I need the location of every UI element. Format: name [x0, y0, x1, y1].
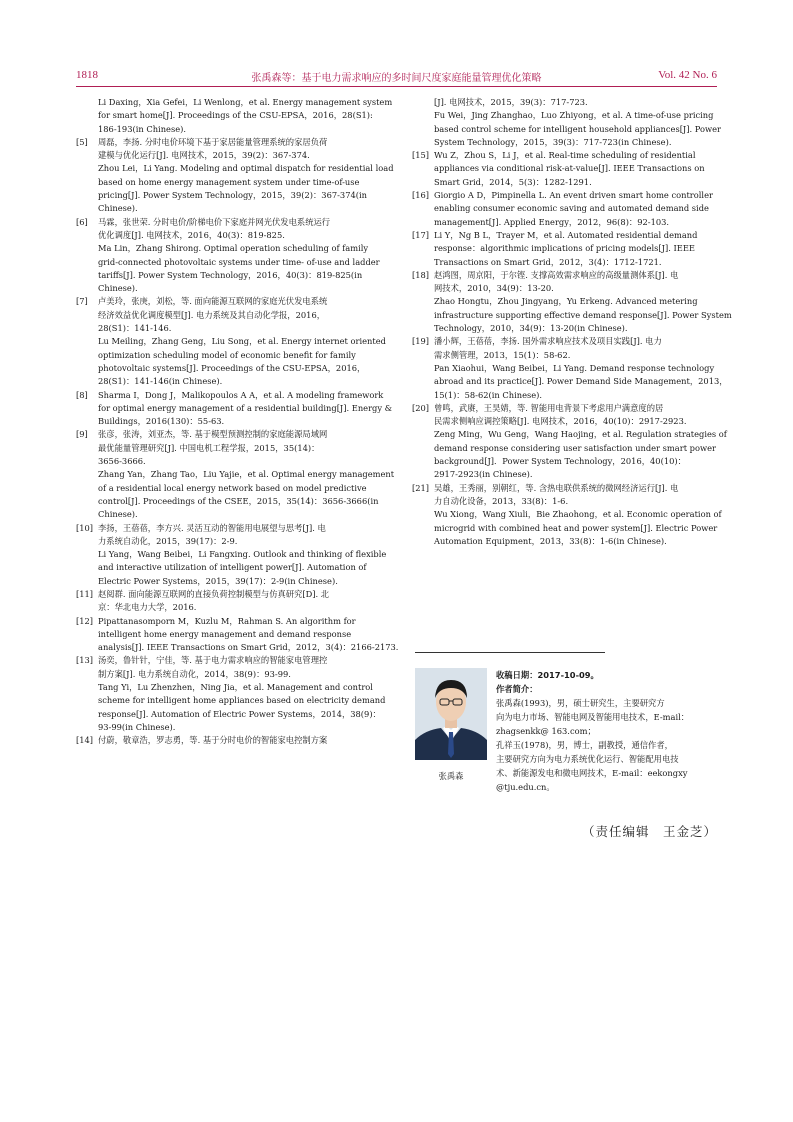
- reference-text: 赵鸿图，周京阳，于尔铿. 支撑高效需求响应的高级量测体系[J]. 电: [434, 269, 679, 280]
- reference-text: 93-99(in Chinese).: [98, 721, 176, 732]
- reference-entry: [76, 734, 387, 747]
- reference-number: [13]: [76, 655, 94, 666]
- reference-line: [412, 482, 718, 495]
- reference-text: 最优能量管理研究[J]. 中国电机工程学报，2015，35(14)：: [98, 442, 320, 453]
- reference-text: Wu Xiong，Wang Xiuli，Bie Zhaohong，et al. Economic operation of: [434, 509, 722, 520]
- reference-line: [76, 402, 393, 415]
- reference-text: 需求侧管理，2013，15(1)：58-62.: [434, 349, 571, 360]
- reference-number: [412, 123, 434, 136]
- reference-line: [412, 256, 718, 269]
- reference-text: 潘小辉，王蓓蓓，李扬. 国外需求响应技术及项目实践[J]. 电力: [434, 336, 662, 347]
- reference-entry: [76, 216, 387, 296]
- reference-line: [412, 442, 718, 455]
- reference-number: [21]: [412, 482, 430, 493]
- reference-entry: [412, 149, 718, 189]
- reference-line: [76, 482, 387, 495]
- reference-line: [76, 668, 387, 681]
- reference-line: [76, 322, 387, 335]
- reference-number: [76, 495, 98, 508]
- author-bio: [496, 668, 718, 794]
- reference-text: appliances via conditional risk-at-value[J]. IEEE Transactions on: [434, 163, 705, 174]
- reference-number: [76, 149, 98, 162]
- reference-number: [76, 322, 98, 335]
- reference-line: [76, 242, 387, 255]
- reference-number: [12]: [76, 615, 94, 626]
- reference-number: [412, 109, 434, 122]
- reference-line: [76, 601, 387, 614]
- reference-text: Automation Equipment，2013，33(8)：1-6(in Chinese).: [434, 535, 667, 546]
- reference-number: [9]: [76, 429, 88, 440]
- author-bio-lines: [496, 696, 718, 794]
- page-number: 1818: [76, 69, 98, 81]
- reference-entry: [412, 269, 732, 335]
- reference-number: [412, 202, 434, 215]
- reference-number: [76, 282, 98, 295]
- reference-line: [76, 442, 387, 455]
- reference-number: [412, 442, 434, 455]
- reference-number: [76, 269, 98, 282]
- reference-line: [412, 269, 718, 282]
- reference-text: 优化调度[J]. 电网技术，2016，40(3)：819-825.: [98, 229, 285, 240]
- reference-line: [412, 189, 718, 202]
- reference-text: 2917-2923(in Chinese).: [434, 469, 533, 480]
- reference-text: Pipattanasomporn M，Kuzlu M，Rahman S. An algorithm for: [98, 615, 356, 626]
- reference-text: Zeng Ming，Wu Geng，Wang Haojing，et al. Regulation strategies of: [434, 429, 727, 440]
- reference-text: Chinese).: [98, 283, 138, 294]
- page-header: [76, 66, 717, 87]
- reference-number: [412, 242, 434, 255]
- reference-text: enabling consumer economic saving and automated demand side: [434, 203, 709, 214]
- reference-line: [76, 428, 387, 441]
- reference-line: [412, 402, 718, 415]
- reference-line: [412, 362, 718, 375]
- reference-line: [412, 216, 718, 229]
- reference-text: Li Y，Ng B L，Trayer M，et al. Automated residential demand: [434, 229, 698, 240]
- reference-text: 28(S1)：141-146(in Chinese).: [98, 376, 223, 387]
- reference-number: [76, 721, 98, 734]
- reference-line: [76, 389, 387, 402]
- reference-text: 力自动化设备，2013，33(8)：1-6.: [434, 495, 569, 506]
- reference-number: [11]: [76, 588, 94, 599]
- reference-number: [76, 694, 98, 707]
- reference-line: [76, 415, 387, 428]
- reference-entry: [412, 482, 722, 548]
- right-reference-column: [412, 96, 732, 548]
- reference-line: [76, 189, 387, 202]
- reference-number: [412, 349, 434, 362]
- author-photo: [415, 668, 487, 760]
- reference-number: [19]: [412, 336, 430, 347]
- reference-number: [76, 415, 98, 428]
- reference-line: [76, 375, 387, 388]
- reference-number: [76, 535, 98, 548]
- reference-number: [76, 256, 98, 269]
- reference-text: Electric Power Systems，2015，39(17)：2-9(in Chinese).: [98, 575, 338, 586]
- reference-text: 经济效益优化调度模型[J]. 电力系统及其自动化学报，2016，: [98, 309, 326, 320]
- reference-line: [412, 535, 718, 548]
- reference-text: Ma Lin，Zhang Shirong. Optimal operation scheduling of family: [98, 243, 369, 254]
- reference-text: for optimal energy management of a residential building[J]. Energy &: [98, 402, 393, 413]
- reference-number: [76, 309, 98, 322]
- reference-line: [412, 149, 718, 162]
- reference-line: [412, 508, 722, 521]
- reference-number: [8]: [76, 389, 88, 400]
- reference-number: [76, 109, 98, 122]
- responsible-editor: （责任编辑 王金芝）: [581, 824, 717, 839]
- reference-line: [412, 335, 718, 348]
- reference-number: [76, 402, 98, 415]
- reference-text: 马霖，张世荣. 分时电价/阶梯电价下家庭并网光伏发电系统运行: [98, 216, 331, 227]
- reference-line: [412, 375, 728, 388]
- reference-line: [76, 176, 387, 189]
- bio-line: 张禹森(1993)，男，硕士研究生，主要研究方: [496, 698, 665, 708]
- reference-text: 28(S1)：141-146.: [98, 323, 172, 334]
- reference-text: Sharma I，Dong J，Malikopoulos A A，et al. A modeling framework: [98, 389, 384, 400]
- reference-text: [J]. 电网技术，2015，39(3)：717-723.: [434, 97, 588, 107]
- reference-line: [412, 428, 727, 441]
- reference-number: [412, 96, 434, 109]
- reference-number: [76, 229, 98, 242]
- reference-entry: [412, 189, 718, 229]
- reference-line: [76, 535, 387, 548]
- reference-text: Chinese).: [98, 203, 138, 214]
- reference-text: Zhang Yan，Zhang Tao，Liu Yajie，et al. Optimal energy management: [98, 469, 395, 480]
- reference-text: 民需求侧响应调控策略[J]. 电网技术，2016，40(10)：2917-2923.: [434, 416, 687, 427]
- reference-line: [76, 495, 387, 508]
- reference-line: [76, 522, 387, 535]
- reference-text: 186-193(in Chinese).: [98, 123, 186, 134]
- reference-number: [76, 641, 98, 654]
- reference-number: [412, 216, 434, 229]
- reference-line: [76, 641, 399, 654]
- reference-number: [76, 628, 98, 641]
- reference-number: [412, 535, 434, 548]
- reference-line: [76, 309, 387, 322]
- reference-line: [412, 349, 718, 362]
- reference-text: 李扬，王蓓蓓，李方兴. 灵活互动的智能用电展望与思考[J]. 电: [98, 522, 326, 533]
- reference-text: 付蔚，敬章浩，罗志勇，等. 基于分时电价的智能家电控制方案: [98, 735, 328, 746]
- reference-text: based on home energy management system under time-of-use: [98, 176, 360, 187]
- reference-number: [76, 123, 98, 136]
- left-reference-column: [76, 96, 399, 748]
- reference-text: 建模与优化运行[J]. 电网技术，2015，39(2)：367-374.: [98, 150, 310, 161]
- reference-text: Tang Yi，Lu Zhenzhen，Ning Jia，et al. Management and control: [98, 682, 373, 693]
- reference-line: [76, 96, 393, 109]
- reference-number: [18]: [412, 269, 430, 280]
- reference-number: [412, 309, 434, 322]
- reference-number: [76, 668, 98, 681]
- reference-text: Giorgio A D，Pimpinella L. An event driven smart home controller: [434, 190, 713, 201]
- reference-text: Chinese).: [98, 509, 138, 520]
- reference-number: [76, 335, 98, 348]
- bio-line: 术、新能源发电和微电网技术，E-mail：eekongxy: [496, 768, 688, 778]
- reference-entry: [76, 654, 387, 734]
- reference-number: [412, 136, 434, 149]
- reference-number: [7]: [76, 296, 88, 307]
- reference-line: [76, 548, 387, 561]
- reference-text: 网技术，2010，34(9)：13-20.: [434, 283, 554, 294]
- received-date: 收稿日期：2017-10-09。: [496, 670, 599, 680]
- reference-entry: [76, 295, 387, 388]
- reference-text: scheme for intelligent home appliances based on electricity demand: [98, 695, 386, 706]
- reference-line: [76, 256, 387, 269]
- reference-text: background[J]．Power System Technology，2016，40(10)：: [434, 456, 686, 467]
- reference-number: [76, 468, 98, 481]
- reference-text: optimization scheduling model of economic benefit for family: [98, 349, 356, 360]
- reference-line: [76, 575, 387, 588]
- reference-number: [412, 162, 434, 175]
- reference-number: [76, 575, 98, 588]
- reference-line: [76, 295, 387, 308]
- reference-number: [412, 322, 434, 335]
- reference-entry: [412, 96, 721, 149]
- reference-line: [76, 136, 387, 149]
- reference-number: [412, 375, 434, 388]
- reference-number: [16]: [412, 190, 430, 201]
- reference-line: [412, 136, 718, 149]
- reference-line: [412, 109, 718, 122]
- reference-number: [17]: [412, 229, 430, 240]
- bio-line: 向为电力市场、智能电网及智能用电技术，E-mail：: [496, 712, 690, 722]
- reference-line: [76, 468, 395, 481]
- reference-line: [412, 162, 718, 175]
- reference-number: [412, 455, 434, 468]
- reference-number: [76, 242, 98, 255]
- reference-text: tariffs[J]. Power System Technology，2016，40(3)：819-825(in: [98, 269, 363, 280]
- reference-number: [20]: [412, 402, 430, 413]
- reference-line: [76, 721, 387, 734]
- reference-line: [76, 202, 387, 215]
- reference-line: [76, 149, 387, 162]
- reference-number: [76, 681, 98, 694]
- reference-entry: [76, 588, 387, 615]
- reference-line: [76, 508, 387, 521]
- reference-text: 京：华北电力大学，2016.: [98, 602, 197, 613]
- reference-line: [412, 468, 718, 481]
- reference-number: [412, 415, 434, 428]
- reference-line: [76, 216, 387, 229]
- reference-text: Li Daxing，Xia Gefei，Li Wenlong，et al. Energy management system: [98, 97, 393, 107]
- bio-line: 孔祥玉(1978)，男，博士，副教授，通信作者，: [496, 740, 673, 750]
- reference-line: [76, 628, 387, 641]
- portrait-image: [415, 668, 487, 760]
- reference-line: [76, 734, 387, 747]
- reference-line: [76, 681, 387, 694]
- reference-text: 力系统自动化，2015，39(17)：2-9.: [98, 535, 238, 546]
- reference-text: abroad and its practice[J]. Power Demand Side Management，2013，: [434, 376, 728, 387]
- reference-line: [412, 96, 718, 109]
- reference-text: and interactive utilization of intelligent power[J]. Automation of: [98, 562, 367, 573]
- reference-line: [76, 654, 387, 667]
- reference-number: [14]: [76, 735, 94, 746]
- reference-number: [76, 362, 98, 375]
- reference-number: [76, 96, 98, 109]
- reference-number: [76, 708, 98, 721]
- reference-line: [76, 162, 394, 175]
- reference-entry: [76, 136, 394, 216]
- reference-entry: [412, 402, 727, 482]
- reference-text: intelligent home energy management and demand response: [98, 628, 352, 639]
- reference-number: [76, 202, 98, 215]
- reference-text: response：algorithmic implications of pricing models[J]. IEEE: [434, 243, 695, 254]
- reference-number: [412, 295, 434, 308]
- reference-entry: [76, 96, 393, 136]
- reference-text: for smart home[J]. Proceedings of the CSU-EPSA，2016，28(S1):: [98, 110, 373, 121]
- reference-line: [412, 322, 718, 335]
- reference-number: [412, 362, 434, 375]
- reference-number: [76, 349, 98, 362]
- author-intro-label: 作者简介：: [496, 684, 538, 694]
- reference-number: [76, 442, 98, 455]
- reference-number: [76, 162, 98, 175]
- reference-entry: [76, 389, 393, 429]
- reference-number: [76, 561, 98, 574]
- reference-line: [76, 282, 387, 295]
- reference-text: 赵阅群. 面向能源互联网的直接负荷控制模型与仿真研究[D]. 北: [98, 588, 330, 599]
- reference-number: [76, 508, 98, 521]
- reference-line: [76, 269, 387, 282]
- reference-number: [6]: [76, 216, 88, 227]
- reference-line: [76, 708, 387, 721]
- reference-line: [412, 282, 718, 295]
- reference-number: [5]: [76, 136, 88, 147]
- reference-text: Smart Grid，2014，5(3)：1282-1291.: [434, 176, 592, 187]
- reference-text: 吴雄，王秀丽，别朝红，等. 含热电联供系统的微网经济运行[J]. 电: [434, 482, 679, 493]
- reference-number: [15]: [412, 150, 430, 161]
- reference-line: [412, 242, 718, 255]
- reference-number: [412, 468, 434, 481]
- reference-number: [10]: [76, 522, 94, 533]
- reference-number: [412, 256, 434, 269]
- reference-number: [76, 482, 98, 495]
- reference-text: Wu Z，Zhou S，Li J，et al. Real-time scheduling of residential: [434, 150, 696, 161]
- reference-text: 制方案[J]. 电力系统自动化，2014，38(9)：93-99.: [98, 668, 291, 679]
- reference-text: Buildings，2016(130)：55-63.: [98, 416, 225, 427]
- reference-text: Lu Meiling，Zhang Geng，Liu Song，et al. Energy internet oriented: [98, 336, 386, 347]
- reference-text: photovoltaic systems[J]. Proceedings of the CSU-EPSA，2016，: [98, 362, 366, 373]
- reference-number: [412, 495, 434, 508]
- reference-text: 曾鸣，武赓，王昊婧，等. 智能用电背景下考虑用户满意度的居: [434, 402, 664, 413]
- reference-line: [412, 309, 732, 322]
- reference-number: [76, 375, 98, 388]
- reference-line: [412, 495, 718, 508]
- reference-line: [76, 694, 387, 707]
- reference-text: demand response considering user satisfaction under smart power: [434, 442, 716, 453]
- reference-number: [412, 522, 434, 535]
- bio-line: @tju.edu.cn。: [496, 782, 555, 792]
- reference-number: [76, 455, 98, 468]
- bio-line: 主要研究方向为电力系统优化运行、智能配用电技: [496, 754, 679, 764]
- reference-line: [412, 123, 721, 136]
- section-divider: [415, 652, 605, 653]
- reference-line: [412, 415, 718, 428]
- reference-text: Zhou Lei，Li Yang. Modeling and optimal dispatch for residential load: [98, 163, 394, 174]
- reference-line: [412, 522, 718, 535]
- reference-text: System Technology，2015，39(3)：717-723(in Chinese).: [434, 136, 672, 147]
- reference-text: control[J]. Proceedings of the CSEE，2015，35(14)：3656-3666(in: [98, 495, 379, 506]
- volume-info: Vol. 42 No. 6: [658, 69, 717, 81]
- reference-line: [76, 349, 387, 362]
- reference-text: grid-connected photovoltaic systems under time- of-use and ladder: [98, 256, 380, 267]
- reference-text: Transactions on Smart Grid，2012，3(4)：1712-1721.: [434, 256, 662, 267]
- reference-entry: [76, 428, 395, 521]
- reference-text: management[J]. Applied Energy，2012，96(8)：92-103.: [434, 216, 670, 227]
- reference-line: [412, 176, 718, 189]
- reference-line: [412, 455, 718, 468]
- reference-line: [76, 123, 387, 136]
- running-title: 张禹森等：基于电力需求响应的多时间尺度家庭能量管理优化策略: [251, 73, 542, 84]
- reference-text: 周磊，李扬. 分时电价环境下基于家居能量管理系统的家居负荷: [98, 136, 328, 147]
- reference-line: [76, 561, 387, 574]
- reference-line: [76, 335, 387, 348]
- reference-text: based control scheme for intelligent household appliances[J]. Power: [434, 123, 721, 134]
- reference-text: microgrid with combined heat and power system[J]. Electric Power: [434, 522, 718, 533]
- reference-text: infrastructure supporting effective demand response[J]. Power System: [434, 309, 732, 320]
- reference-text: 汤奕，鲁针针，宁佳，等. 基于电力需求响应的智能家电管理控: [98, 655, 328, 666]
- reference-text: response[J]. Automation of Electric Power Systems，2014，38(9)：: [98, 708, 381, 719]
- reference-number: [76, 176, 98, 189]
- reference-entry: [412, 229, 718, 269]
- reference-entry: [412, 335, 728, 401]
- reference-number: [412, 428, 434, 441]
- reference-text: Li Yang，Wang Beibei，Li Fangxing. Outlook and thinking of flexible: [98, 549, 387, 560]
- reference-line: [76, 455, 387, 468]
- reference-text: Fu Wei，Jing Zhanghao，Luo Zhiyong，et al. A time-of-use pricing: [434, 110, 714, 121]
- reference-line: [76, 229, 387, 242]
- reference-text: 卢美玲，张庚，刘松，等. 面向能源互联网的家庭光伏发电系统: [98, 296, 328, 307]
- reference-text: of a residential local energy network based on model predictive: [98, 482, 367, 493]
- reference-line: [412, 229, 718, 242]
- reference-entry: [76, 615, 399, 655]
- reference-line: [76, 615, 387, 628]
- reference-text: 张彦，张涛，刘亚杰，等. 基于模型预测控制的家庭能源局域网: [98, 429, 328, 440]
- reference-line: [76, 588, 387, 601]
- reference-number: [412, 508, 434, 521]
- reference-line: [412, 202, 718, 215]
- bio-line: zhagsenkk@ 163.com；: [496, 726, 596, 736]
- reference-number: [76, 601, 98, 614]
- reference-text: analysis[J]. IEEE Transactions on Smart Grid，2012，3(4)：2166-2173.: [98, 642, 399, 653]
- reference-text: 15(1)：58-62(in Chinese).: [434, 389, 543, 400]
- reference-line: [412, 295, 718, 308]
- reference-number: [412, 282, 434, 295]
- reference-text: Zhao Hongtu，Zhou Jingyang，Yu Erkeng. Advanced metering: [434, 296, 698, 307]
- author-photo-caption: 张禹森: [438, 771, 464, 781]
- reference-entry: [76, 522, 387, 588]
- reference-line: [412, 389, 718, 402]
- reference-number: [76, 548, 98, 561]
- reference-number: [412, 389, 434, 402]
- reference-line: [76, 362, 387, 375]
- reference-number: [412, 176, 434, 189]
- reference-text: Technology，2010，34(9)：13-20(in Chinese).: [434, 323, 628, 334]
- reference-number: [76, 189, 98, 202]
- reference-text: 3656-3666.: [98, 456, 146, 467]
- reference-text: Pan Xiaohui，Wang Beibei，Li Yang. Demand response technology: [434, 362, 715, 373]
- reference-text: pricing[J]. Power System Technology，2015，39(2)：367-374(in: [98, 190, 367, 201]
- reference-line: [76, 109, 387, 122]
